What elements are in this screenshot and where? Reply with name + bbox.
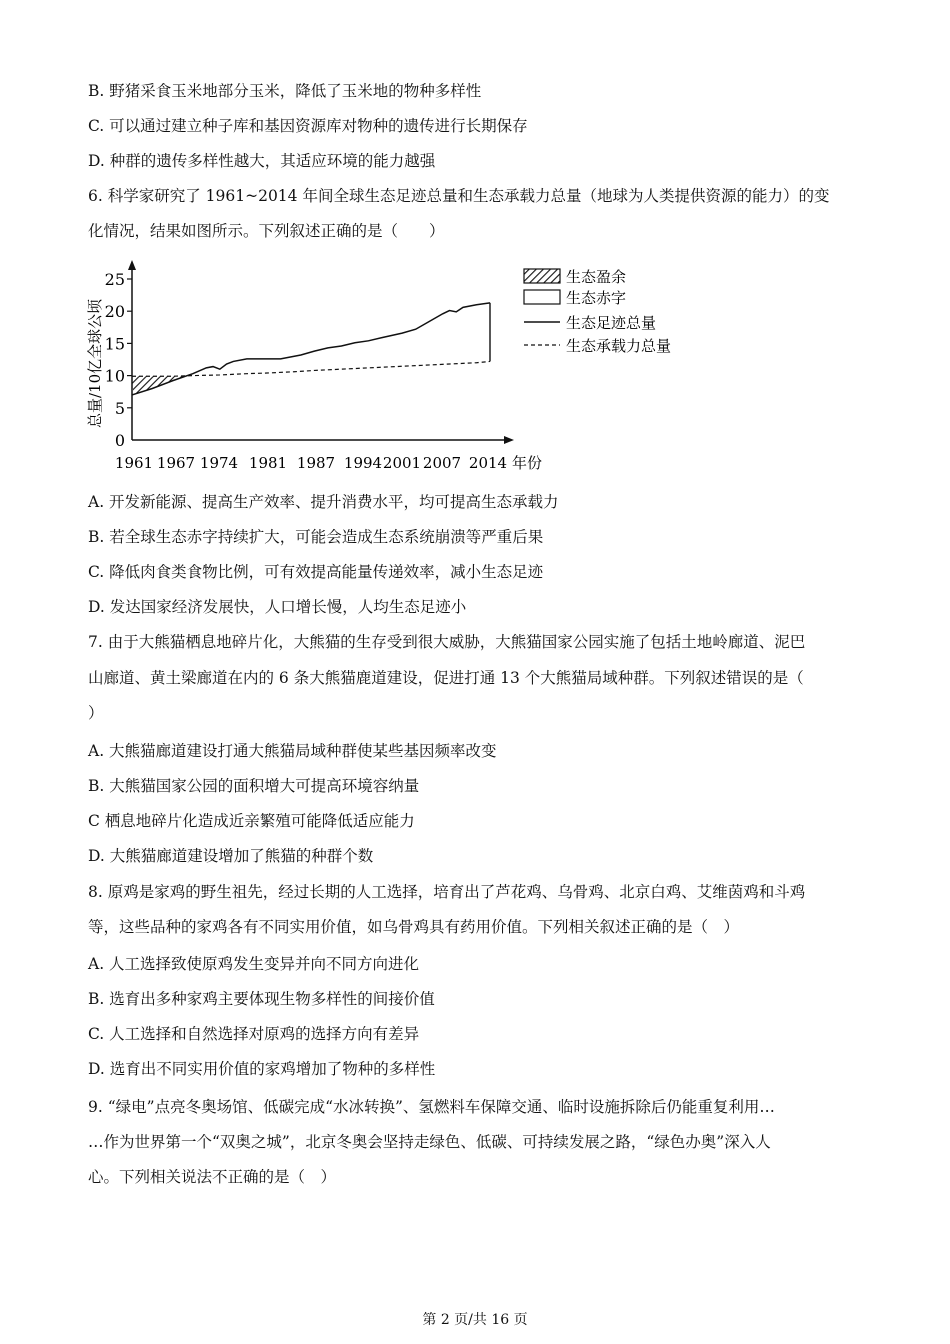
y-axis-label: 总量/10亿全球公顷 — [86, 298, 104, 428]
text-line: 心。下列相关说法不正确的是（ ） — [88, 1168, 337, 1186]
footprint-line — [132, 303, 490, 395]
legend-label: 生态足迹总量 — [566, 314, 657, 332]
text-line: D. 发达国家经济发展快，人口增长慢，人均生态足迹小 — [88, 598, 467, 616]
legend-label: 生态赤字 — [566, 289, 627, 307]
text-line: A. 开发新能源、提高生产效率、提升消费水平，均可提高生态承载力 — [88, 493, 559, 511]
legend-label: 生态盈余 — [566, 268, 627, 286]
x-axis-label: 年份 — [512, 454, 543, 472]
x-tick-label: 1974 — [199, 454, 239, 472]
ecology-chart — [80, 258, 720, 480]
text-line: …作为世界第一个“双奥之城”，北京冬奥会坚持走绿色、低碳、可持续发展之路，“绿色办奥”深入人 — [88, 1133, 771, 1151]
text-line: C 栖息地碎片化造成近亲繁殖可能降低适应能力 — [88, 812, 415, 830]
y-axis-arrow — [128, 260, 136, 270]
text-line: 6. 科学家研究了 1961~2014 年间全球生态足迹总量和生态承载力总量（地球为人类提供资源的能力）的变 — [88, 187, 830, 205]
text-line: 化情况，结果如图所示。下列叙述正确的是（ ） — [88, 222, 445, 240]
text-line: A. 大熊猫廊道建设打通大熊猫局域种群使某些基因频率改变 — [88, 742, 497, 760]
x-axis-arrow — [504, 436, 514, 444]
text-line: D. 大熊猫廊道建设增加了熊猫的种群个数 — [88, 847, 374, 865]
text-line: 7. 由于大熊猫栖息地碎片化，大熊猫的生存受到很大威胁，大熊猫国家公园实施了包括土地岭廊道、泥巴 — [88, 633, 806, 651]
x-tick-label: 1961 — [114, 454, 154, 472]
y-tick-label: 0 — [114, 431, 125, 450]
text-line: C. 降低肉食类食物比例，可有效提高能量传递效率，减小生态足迹 — [88, 563, 544, 581]
y-tick-label: 25 — [104, 270, 125, 289]
x-tick-label: 2001 — [382, 454, 422, 472]
capacity-line — [132, 361, 490, 376]
text-line: 山廊道、黄土梁廊道在内的 6 条大熊猫鹿道建设，促进打通 13 个大熊猫局域种群。下列叙述错误的是（ — [88, 669, 804, 687]
legend-surplus-swatch — [524, 269, 560, 283]
text-line: 9. “绿电”点亮冬奥场馆、低碳完成“水冰转换”、氢燃料车保障交通、临时设施拆除后仍能重复利用… — [88, 1098, 775, 1116]
text-line: ） — [88, 704, 104, 722]
text-line: 等，这些品种的家鸡各有不同实用价值，如乌骨鸡具有药用价值。下列相关叙述正确的是（ ） — [88, 918, 740, 936]
y-tick-label: 15 — [104, 334, 125, 354]
y-tick-label: 20 — [104, 302, 125, 322]
text-line: 8. 原鸡是家鸡的野生祖先，经过长期的人工选择，培育出了芦花鸡、乌骨鸡、北京白鸡、艾维茵鸡和斗鸡 — [88, 883, 806, 901]
text-line: D. 种群的遗传多样性越大，其适应环境的能力越强 — [88, 152, 436, 170]
legend-label: 生态承载力总量 — [566, 337, 672, 355]
text-line: C. 人工选择和自然选择对原鸡的选择方向有差异 — [88, 1025, 420, 1043]
text-line: B. 若全球生态赤字持续扩大，可能会造成生态系统崩溃等严重后果 — [88, 528, 544, 546]
x-tick-label: 2014 — [468, 454, 508, 472]
text-line: B. 大熊猫国家公园的面积增大可提高环境容纳量 — [88, 777, 420, 795]
page-footer: 第 2 页/共 16 页 — [422, 1312, 528, 1328]
text-line: B. 选育出多种家鸡主要体现生物多样性的间接价值 — [88, 990, 435, 1008]
x-tick-label: 1987 — [296, 454, 336, 472]
x-tick-label: 1967 — [156, 454, 196, 472]
x-tick-label: 2007 — [422, 454, 462, 472]
x-tick-label: 1994 — [343, 454, 383, 472]
legend-deficit-swatch — [524, 290, 560, 304]
text-line: D. 选育出不同实用价值的家鸡增加了物种的多样性 — [88, 1060, 436, 1078]
y-tick-label: 10 — [104, 366, 125, 386]
text-line: C. 可以通过建立种子库和基因资源库对物种的遗传进行长期保存 — [88, 117, 528, 135]
y-tick-label: 5 — [114, 398, 125, 418]
text-line: B. 野猪采食玉米地部分玉米，降低了玉米地的物种多样性 — [88, 82, 482, 100]
text-line: A. 人工选择致使原鸡发生变异并向不同方向进化 — [88, 955, 420, 973]
x-tick-label: 1981 — [248, 454, 288, 472]
